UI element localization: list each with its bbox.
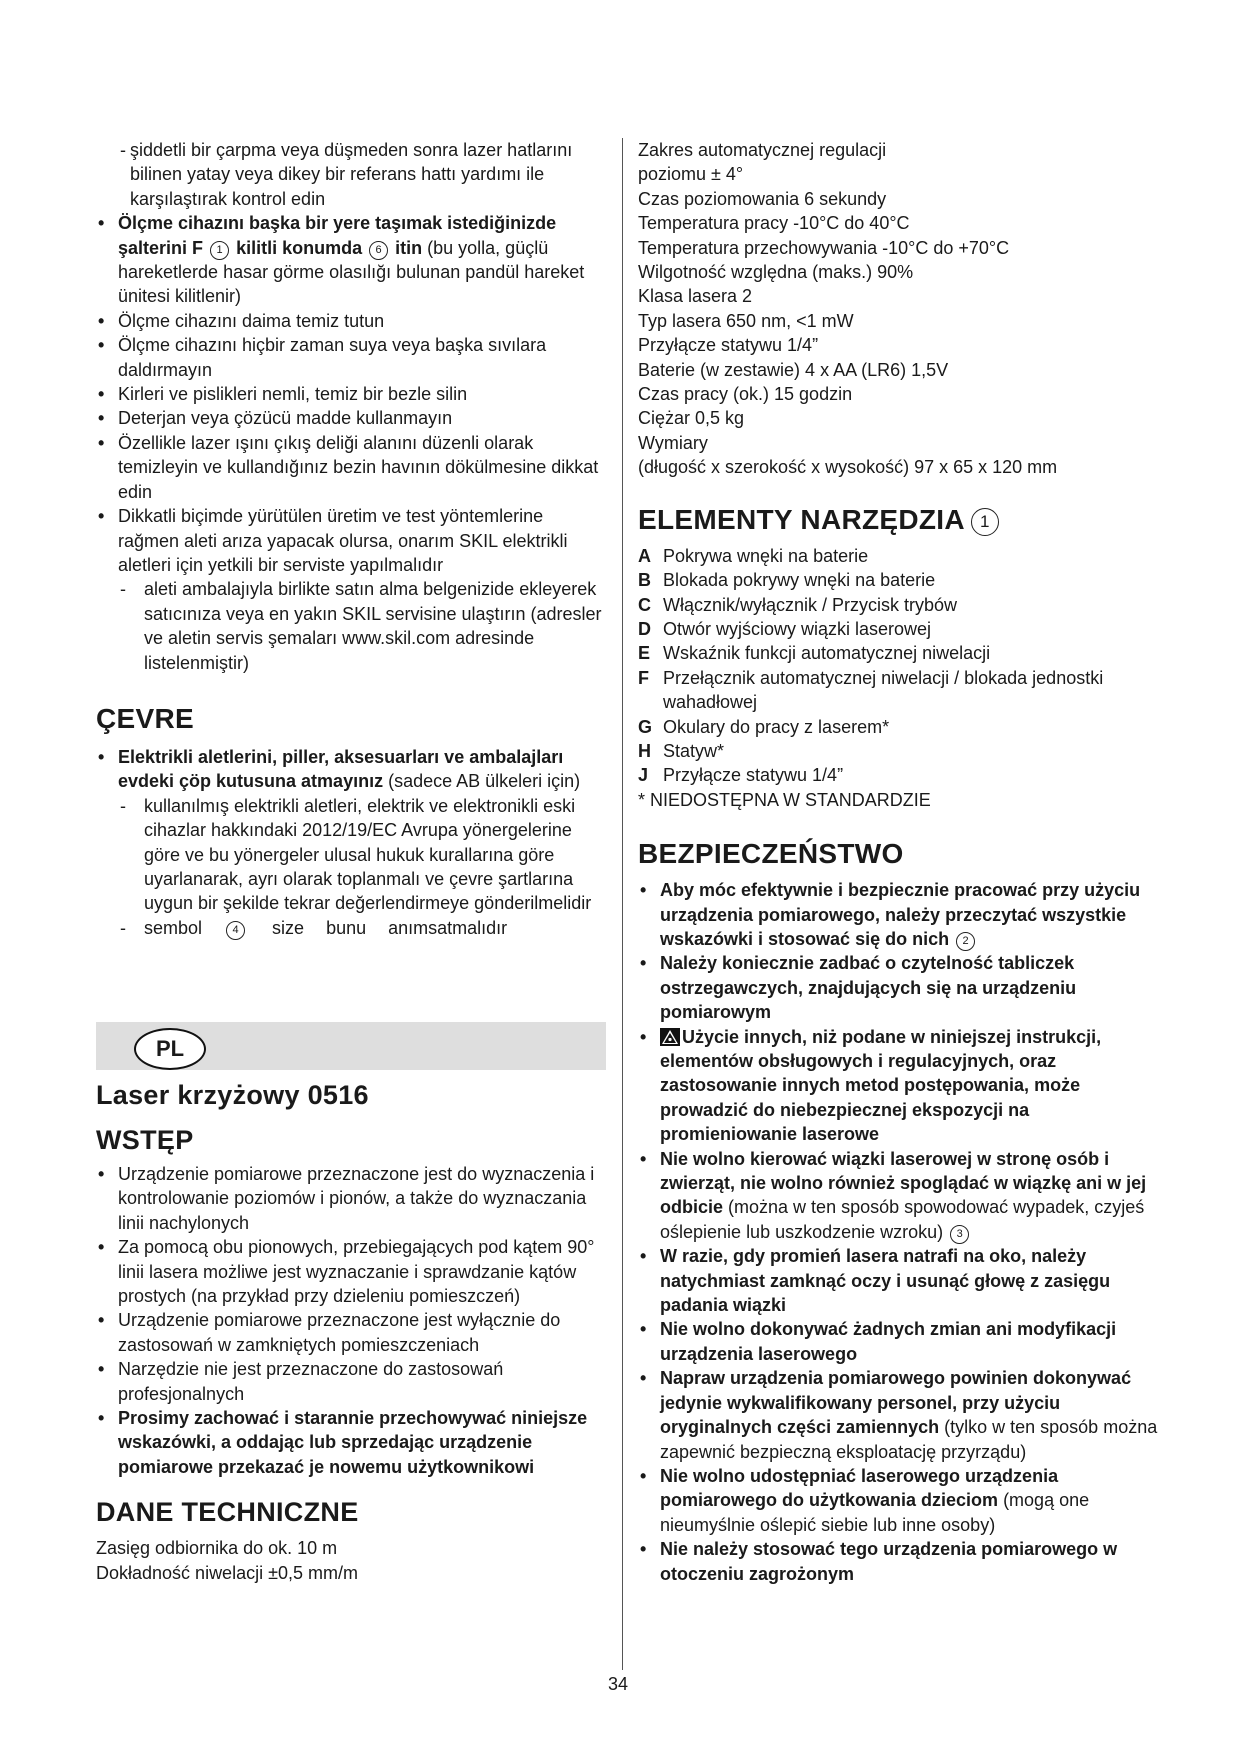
spec-line: Wymiary — [638, 432, 708, 453]
text-normal: (bu yolla, güçlü hareketlerde hasar görme olasılığı bulunan pandül hareket ünitesi kilitlenir) — [118, 237, 585, 307]
spec-line: Ciężar 0,5 kg — [638, 408, 745, 429]
list-item — [638, 544, 1158, 568]
part-key: B — [638, 570, 651, 591]
list-item: • W razie, gdy promień lasera natrafi na oko, należy natychmiast zamknąć oczy i usunąć głowę z zasięgu padania wiązki — [638, 1244, 1158, 1317]
text-normal: anımsatmalıdır — [388, 917, 508, 938]
list-item — [638, 1464, 1158, 1537]
language-badge: PL — [134, 1028, 206, 1070]
parts-footnote: * NIEDOSTĘPNA W STANDARDZIE — [638, 789, 931, 810]
part-key: A — [638, 545, 651, 566]
list-item: • Nie wolno dokonywać żadnych zmian ani modyfikacji urządzenia laserowego — [638, 1317, 1158, 1366]
text-bold: Nie wolno kierować wiązki laserowej w stronę osób i zwierząt, nie wolno również spoglądać w wiązkę ani w jej odbicie — [660, 1148, 1147, 1218]
part-label: Okulary do pracy z laserem* — [663, 716, 890, 737]
spec-line: Dokładność niwelacji ±0,5 mm/m — [96, 1562, 358, 1583]
list-item: • Urządzenie pomiarowe przeznaczone jest wyłącznie do zastosowań w zamkniętych pomieszczeniach — [96, 1308, 606, 1357]
list-item — [638, 568, 1158, 592]
spec-line: Zakres automatycznej regulacji — [638, 140, 887, 160]
section-heading-wstep: WSTĘP — [96, 1125, 194, 1155]
part-key: F — [638, 667, 649, 688]
list-item: • Ölçme cihazını daima temiz tutun — [96, 309, 606, 333]
ref-marker: 1 — [210, 241, 229, 260]
part-key: D — [638, 618, 651, 639]
spec-line: Temperatura pracy -10°C do 40°C — [638, 213, 910, 234]
text-normal: (sadece AB ülkeleri için) — [388, 771, 581, 792]
spec-line: poziomu ± 4° — [638, 164, 744, 185]
list-item: - şiddetli bir çarpma veya düşmeden sonra lazer hatlarını bilinen yatay veya dikey bir referans hattı yardımı ile karşılaştırak kontrol edin — [96, 138, 606, 211]
part-label: Przełącznik automatycznej niwelacji / blokada jednostki wahadłowej — [663, 667, 1104, 713]
spec-line: Klasa lasera 2 — [638, 286, 753, 307]
ref-marker: 2 — [956, 932, 975, 951]
spec-line: Czas poziomowania 6 sekundy — [638, 188, 887, 209]
list-item — [638, 1025, 1158, 1147]
text-bold: Ölçme cihazını başka bir yere taşımak istediğinizde şalterini F — [118, 213, 557, 258]
column-divider — [622, 138, 623, 1670]
list-item: • Należy koniecznie zadbać o czytelność tabliczek ostrzegawczych, znajdujących się na urządzeniu pomiarowym — [638, 951, 1158, 1024]
part-key: J — [638, 765, 649, 786]
list-item — [638, 666, 1158, 715]
section-heading-cevre: ÇEVRE — [96, 702, 194, 734]
language-band — [96, 1022, 606, 1070]
spec-line: Baterie (w zestawie) 4 x AA (LR6) 1,5V — [638, 359, 949, 380]
text-normal: size — [272, 917, 305, 938]
spec-line: Temperatura przechowywania -10°C do +70°C — [638, 237, 1010, 258]
text-bold: Nie wolno udostępniać laserowego urządzenia pomiarowego do użytkowania dzieciom — [660, 1465, 1059, 1511]
spec-line: (długość x szerokość x wysokość) 97 x 65 x 120 mm — [638, 457, 1058, 478]
heading-text: ELEMENTY NARZĘDZIA — [638, 503, 965, 535]
part-label: Włącznik/wyłącznik / Przycisk trybów — [663, 594, 958, 615]
ref-marker: 6 — [369, 241, 388, 260]
list-item: • Dikkatli biçimde yürütülen üretim ve test yöntemlerine rağmen aleti arıza yapacak olursa, onarım SKIL elektrikli aletleri için yetkili bir serviste yapılmalıdır — [96, 504, 606, 577]
list-item: • Nie należy stosować tego urządzenia pomiarowego w otoczeniu zagrożonym — [638, 1537, 1158, 1586]
list-item — [638, 715, 1158, 739]
section-heading-bezpieczenstwo: BEZPIECZEŃSTWO — [638, 838, 904, 870]
spec-line: Czas pracy (ok.) 15 godzin — [638, 384, 853, 405]
list-item — [638, 1147, 1158, 1245]
spec-line: Wilgotność względna (maks.) 90% — [638, 262, 914, 283]
part-label: Przyłącze statywu 1/4” — [663, 765, 844, 786]
ref-marker: 1 — [971, 508, 999, 536]
text-bold: Użycie innych, niż podane w niniejszej instrukcji, elementów obsługowych i regulacyjnych, oraz zastosowanie innych metod postępowania, może prowadzić do niebezpiecznej ekspozycji na promieniowanie laserowe — [660, 1026, 1102, 1145]
ref-marker: 3 — [950, 1225, 969, 1244]
parts-list — [638, 544, 1158, 812]
part-label: Pokrywa wnęki na baterie — [663, 545, 869, 566]
left-column-pl — [96, 1080, 606, 1585]
section-heading-dane: DANE TECHNICZNE — [96, 1497, 359, 1528]
part-key: E — [638, 643, 651, 664]
text-bold: Aby móc efektywnie i bezpiecznie pracować przy użyciu urządzenia pomiarowego, należy przeczytać wszystkie wskazówki i stosować się do nich — [660, 880, 1141, 949]
part-label: Otwór wyjściowy wiązki laserowej — [663, 618, 932, 639]
ref-marker: 4 — [226, 921, 245, 940]
list-item — [96, 916, 606, 940]
list-item — [638, 1366, 1158, 1464]
part-label: Wskaźnik funkcji automatycznej niwelacji — [663, 643, 991, 664]
text-normal: (tylko w ten sposób można zapewnić bezpieczną eksploatację przyrządu) — [660, 1417, 1158, 1462]
list-item: • Özellikle lazer ışını çıkış deliği alanını düzenli olarak temizleyin ve kullandığınız bezin havının dökülmesine dikkat edin — [96, 431, 606, 504]
list-item: • Deterjan veya çözücü madde kullanmayın — [96, 406, 606, 430]
list-item: • Kirleri ve pislikleri nemli, temiz bir bezle silin — [96, 382, 606, 406]
text-bold: kilitli konumda — [236, 237, 363, 258]
right-column — [638, 138, 1158, 1586]
spec-line: Przyłącze statywu 1/4” — [638, 335, 819, 356]
text-normal: (mogą one nieumyślnie oślepić siebie lub inne osoby) — [660, 1490, 1090, 1535]
text-normal: bunu — [326, 917, 367, 938]
text-bold: Napraw urządzenia pomiarowego powinien dokonywać jedynie wykwalifikowany personel, przy użyciu oryginalnych części zamiennych — [660, 1368, 1132, 1438]
list-item: - aleti ambalajıyla birlikte satın alma belgenizide ekleyerek satıcınıza veya en yakın SKIL servisine ulaştırın (adresler ve aletin servis şemaları www.skil.com adresinde listelenmiştir) — [96, 577, 606, 675]
spec-line: Zasięg odbiornika do ok. 10 m — [96, 1538, 338, 1559]
list-item — [638, 617, 1158, 641]
part-key: C — [638, 594, 651, 615]
list-item: • Urządzenie pomiarowe przeznaczone jest do wyznaczenia i kontrolowanie poziomów i pionów, a także do wyznaczania linii nachylonych — [96, 1162, 606, 1235]
product-title: Laser krzyżowy 0516 — [96, 1080, 369, 1110]
section-heading-elementy — [638, 504, 1158, 536]
text-bold: itin — [395, 237, 423, 258]
list-item — [638, 878, 1158, 951]
part-label: Statyw* — [663, 740, 725, 761]
spec-line: Typ lasera 650 nm, <1 mW — [638, 310, 854, 331]
list-item: • Prosimy zachować i starannie przechowywać niniejsze wskazówki, a oddając lub sprzedając urządzenie pomiarowe przekazać je nowemu użytkownikowi — [96, 1406, 606, 1479]
list-item: • Za pomocą obu pionowych, przebiegających pod kątem 90° linii lasera możliwe jest wyznaczanie i sprawdzanie kątów prostych (na przykład przy dzieleniu pomieszczeń) — [96, 1235, 606, 1308]
part-label: Blokada pokrywy wnęki na baterie — [663, 570, 936, 591]
text-normal: sembol — [144, 917, 203, 938]
list-item — [638, 593, 1158, 617]
list-item: - kullanılmış elektrikli aletleri, elektrik ve elektronikli eski cihazlar hakkındaki 2012/19/EC Avrupa yönergelerine göre ve bu yönergeler ulusal hukuk kurallarına göre uyarlanarak, ayrı olarak toplanmalı ve çevre şartlarına uygun bir şekilde tekrar değerlendirmeye gönderilmelidir — [96, 794, 606, 916]
text-bold: Elektrikli aletlerini, piller, aksesuarları ve ambalajları evdeki çöp kutusuna atmayınız — [118, 746, 564, 792]
laser-warning-icon — [660, 1028, 680, 1046]
list-item — [96, 211, 606, 309]
page-number: 34 — [608, 1674, 629, 1694]
list-item — [96, 745, 606, 794]
list-item — [638, 641, 1158, 665]
list-item — [638, 763, 1158, 787]
part-key: H — [638, 740, 651, 761]
list-item — [638, 739, 1158, 763]
spec-list — [638, 138, 1158, 480]
list-item: • Ölçme cihazını hiçbir zaman suya veya başka sıvılara daldırmayın — [96, 333, 606, 382]
text-normal: (można w ten sposób spowodować wypadek, czyjeś oślepienie lub uszkodzenie wzroku) — [660, 1197, 1145, 1242]
part-key: G — [638, 716, 653, 737]
left-column — [96, 138, 606, 940]
list-item: • Narzędzie nie jest przeznaczone do zastosowań profesjonalnych — [96, 1357, 606, 1406]
